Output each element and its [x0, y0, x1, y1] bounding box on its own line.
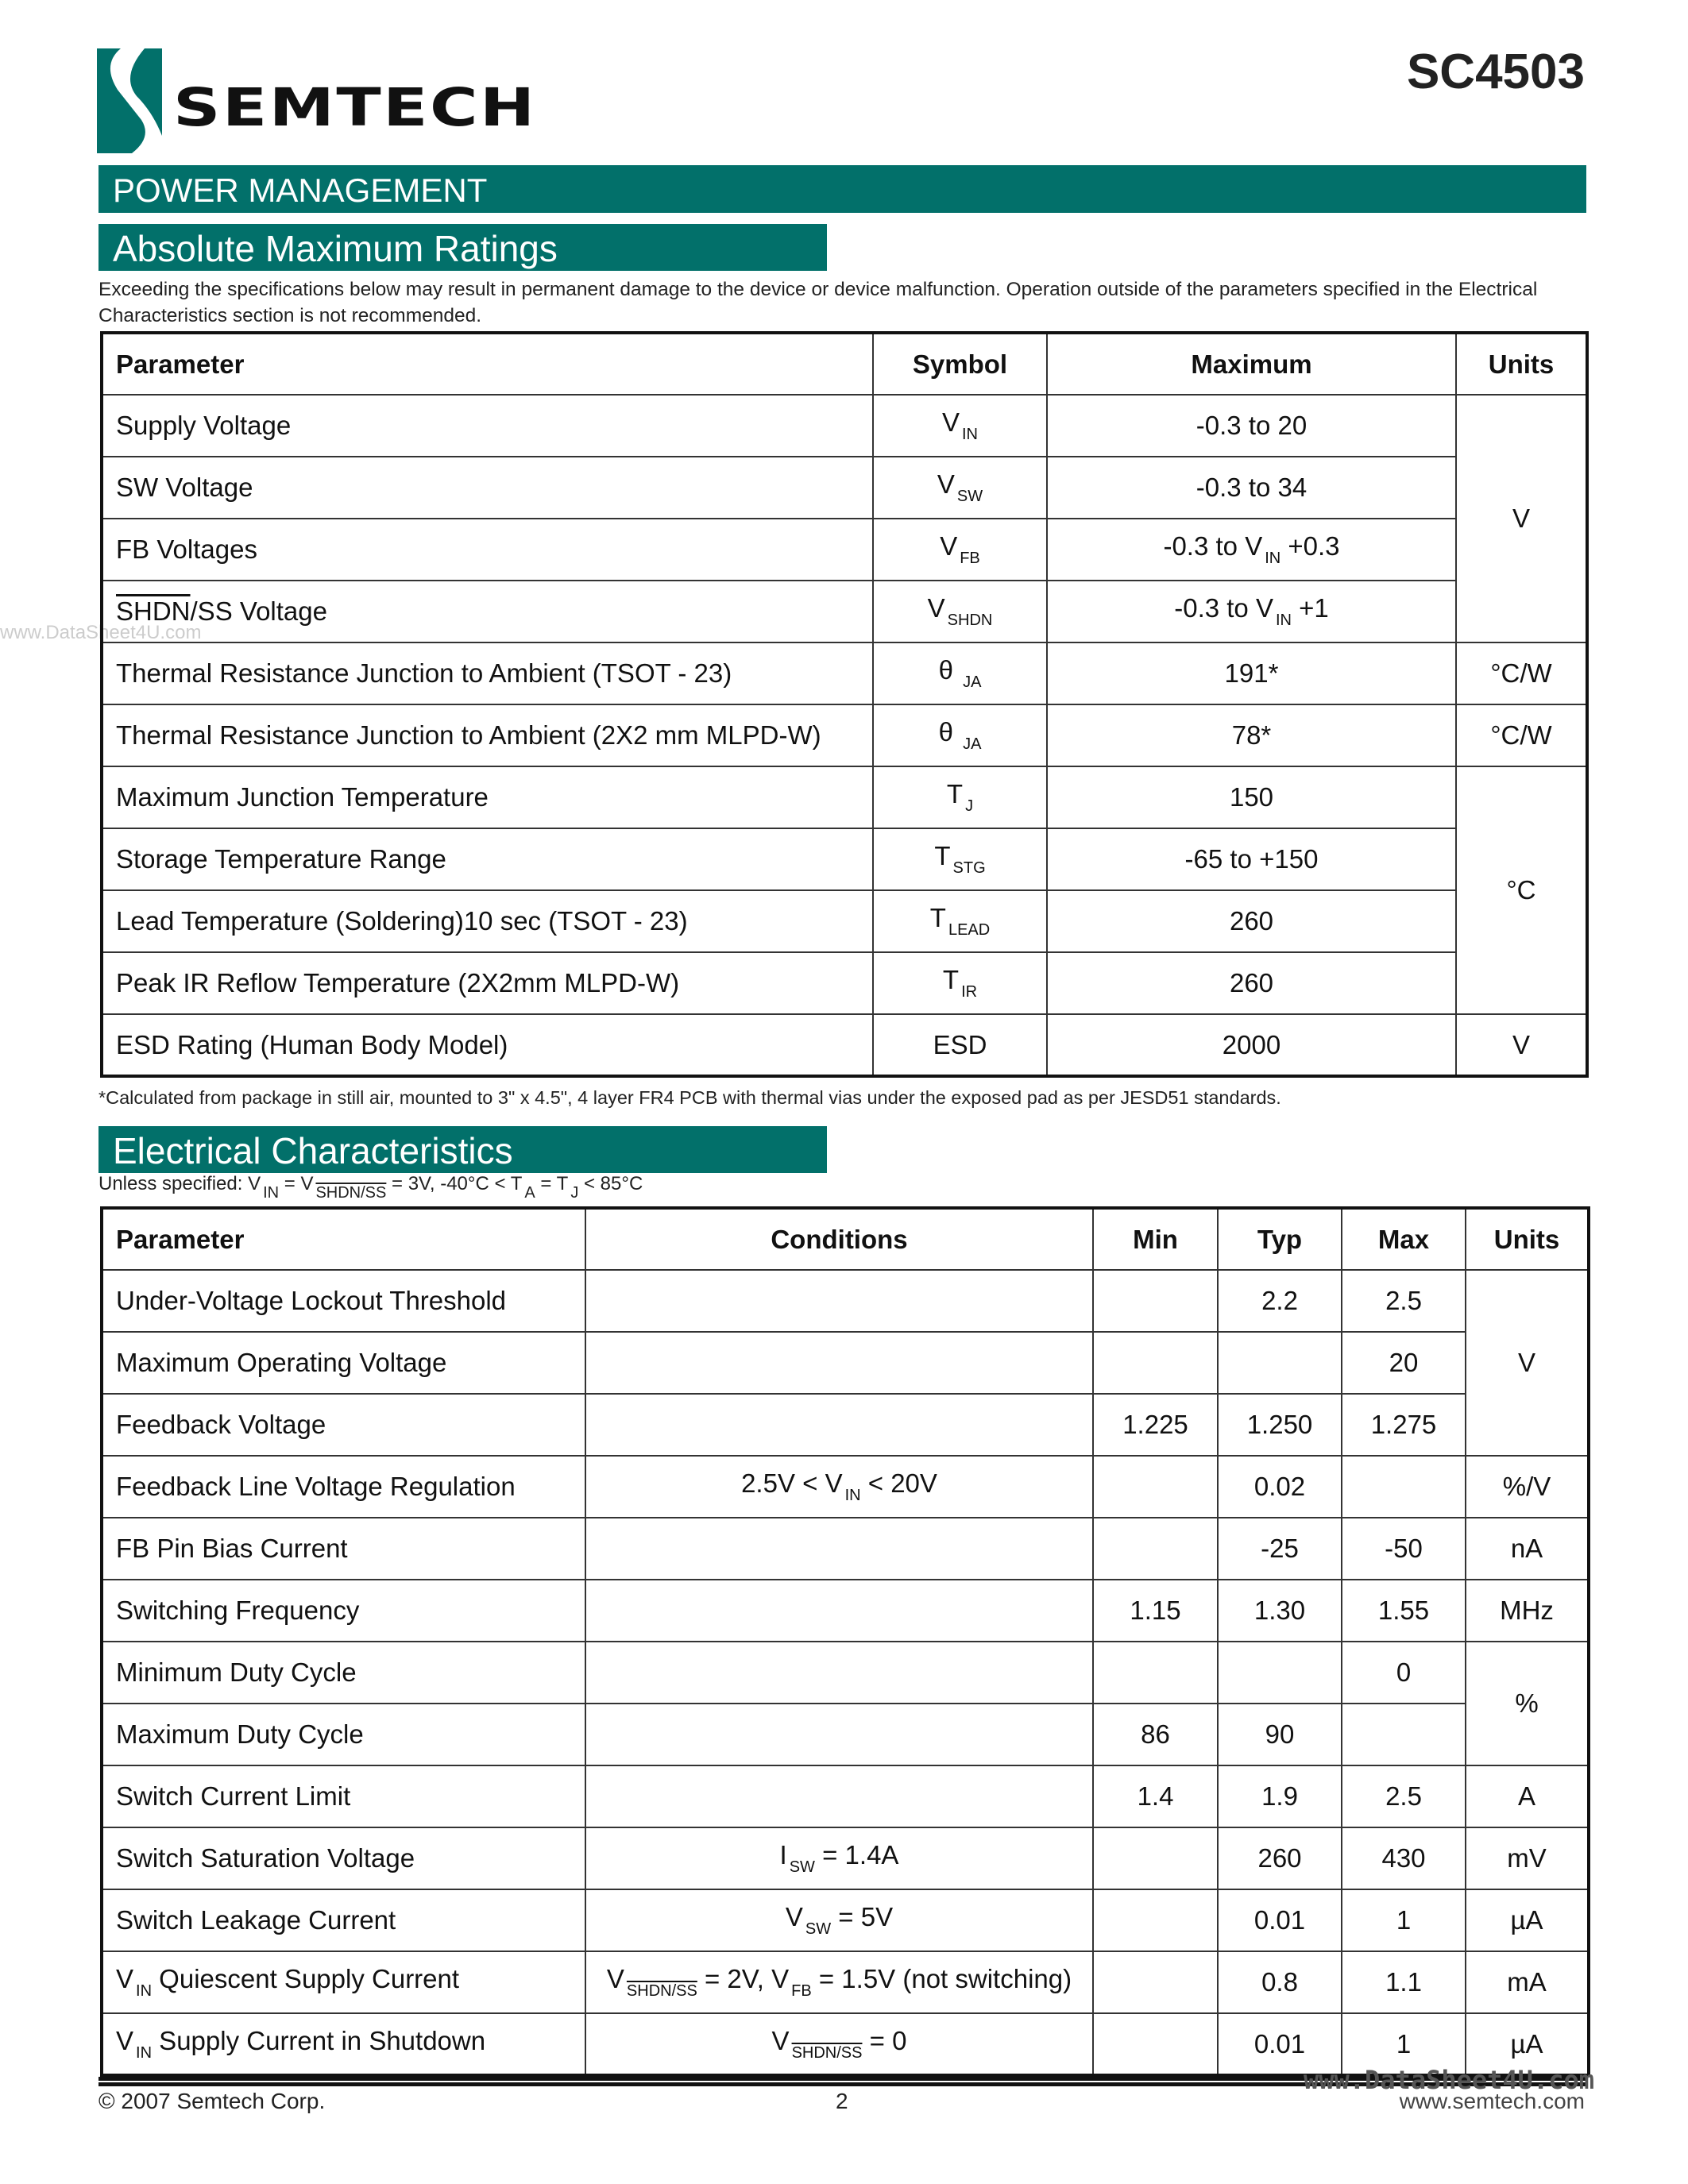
col-maximum: Maximum	[1047, 333, 1456, 395]
subscript: J	[965, 797, 974, 815]
text: θ	[938, 655, 961, 685]
typ-cell: 0.02	[1218, 1456, 1342, 1518]
min-cell	[1093, 1642, 1218, 1704]
text: V	[116, 2025, 134, 2055]
text: -0.3 to V	[1163, 531, 1263, 561]
min-cell	[1093, 1827, 1218, 1889]
text: T	[929, 903, 946, 932]
conditions-cell	[585, 1642, 1093, 1704]
symbol-cell	[873, 952, 1047, 1014]
symbol-cell	[873, 1014, 1047, 1076]
text: 78*	[1231, 720, 1272, 750]
text: V	[785, 1902, 803, 1931]
text: V	[940, 531, 958, 561]
text: Peak IR Reflow Temperature (2X2mm MLPD-W)	[116, 968, 680, 997]
parameter-cell	[102, 1951, 585, 2013]
table-header-row	[102, 333, 1587, 395]
subscript: J	[570, 1184, 579, 1202]
semtech-s-logo-icon	[97, 48, 162, 153]
units-cell: µA	[1466, 2013, 1589, 2075]
text: = 5V	[831, 1902, 894, 1931]
units-cell: A	[1466, 1765, 1589, 1827]
text: 2000	[1222, 1029, 1281, 1059]
absolute-max-ratings-table	[100, 331, 1589, 1078]
text: Unless specified: V	[98, 1173, 261, 1194]
table-row	[102, 766, 1587, 828]
maximum-cell	[1047, 704, 1456, 766]
table-row	[102, 519, 1587, 581]
text: Switch Leakage Current	[116, 1905, 396, 1935]
col-typ: Typ	[1218, 1208, 1342, 1270]
parameter-cell	[102, 1827, 585, 1889]
text: I	[779, 1840, 787, 1870]
text: Switch Current Limit	[116, 1781, 351, 1811]
maximum-cell	[1047, 395, 1456, 457]
text: T	[946, 779, 964, 808]
table-row	[102, 1456, 1589, 1518]
max-cell: -50	[1342, 1518, 1466, 1580]
text: -0.3 to 20	[1196, 411, 1308, 440]
symbol-cell	[873, 828, 1047, 890]
symbol-cell	[873, 766, 1047, 828]
units-cell: °C	[1456, 766, 1587, 1014]
text: = 1.5V (not switching)	[811, 1964, 1072, 1993]
units-cell: V	[1466, 1270, 1589, 1456]
text: SW Voltage	[116, 473, 253, 502]
text: < 85°C	[578, 1173, 643, 1194]
maximum-cell	[1047, 828, 1456, 890]
subscript: SHDN/SS	[315, 1184, 387, 1202]
text: Thermal Resistance Junction to Ambient (TSOT - 23)	[116, 658, 732, 688]
parameter-cell	[102, 519, 873, 581]
max-cell: 1.275	[1342, 1394, 1466, 1456]
parameter-cell	[102, 1014, 873, 1076]
text: T	[934, 841, 951, 870]
footnote: *Calculated from package in still air, mounted to 3" x 4.5", 4 layer FR4 PCB with thermal vias under the exposed pad as per JESD51 standards.	[98, 1087, 1281, 1108]
text: V	[116, 1964, 134, 1993]
subscript: IN	[136, 2043, 153, 2062]
text: 2.5V < V	[741, 1468, 843, 1498]
subscript: IN	[1265, 550, 1281, 567]
logo-wordmark: SEMTECH	[173, 77, 537, 138]
min-cell	[1093, 1518, 1218, 1580]
section-title-absolute-max: Absolute Maximum Ratings	[98, 224, 827, 271]
symbol-cell	[873, 642, 1047, 704]
text: Maximum Duty Cycle	[116, 1719, 364, 1749]
conditions-note	[98, 1173, 643, 1202]
maximum-cell	[1047, 457, 1456, 519]
table-row	[102, 1332, 1589, 1394]
section-title-electrical: Electrical Characteristics	[98, 1126, 827, 1173]
conditions-cell	[585, 1394, 1093, 1456]
watermark-left: www.DataSheet4U.com	[0, 622, 202, 643]
text: V	[606, 1964, 624, 1993]
text: = V	[279, 1173, 314, 1194]
subscript: IN	[263, 1184, 280, 1202]
table-row	[102, 1765, 1589, 1827]
symbol-cell	[873, 581, 1047, 642]
max-cell	[1342, 1456, 1466, 1518]
parameter-cell	[102, 828, 873, 890]
text: = 1.4A	[814, 1840, 899, 1870]
text: Supply Current in Shutdown	[152, 2025, 486, 2055]
subscript: IR	[961, 983, 978, 1001]
max-cell: 20	[1342, 1332, 1466, 1394]
text: 150	[1229, 782, 1274, 812]
text: Lead Temperature (Soldering)10 sec (TSOT - 23)	[116, 906, 688, 936]
subscript: SHDN	[947, 612, 993, 629]
symbol-cell	[873, 890, 1047, 952]
units-cell: V	[1456, 395, 1587, 642]
typ-cell: 260	[1218, 1827, 1342, 1889]
min-cell	[1093, 1951, 1218, 2013]
subscript: SW	[789, 1858, 815, 1876]
text: Minimum Duty Cycle	[116, 1657, 357, 1687]
parameter-cell	[102, 704, 873, 766]
min-cell	[1093, 1889, 1218, 1951]
text: Maximum Junction Temperature	[116, 782, 489, 812]
maximum-cell	[1047, 581, 1456, 642]
table-row	[102, 1270, 1589, 1332]
text: Switch Saturation Voltage	[116, 1843, 415, 1873]
min-cell: 1.225	[1093, 1394, 1218, 1456]
text: = 2V, V	[697, 1964, 790, 1993]
parameter-cell	[102, 1642, 585, 1704]
parameter-cell	[102, 1704, 585, 1765]
text: < 20V	[860, 1468, 937, 1498]
symbol-cell	[873, 704, 1047, 766]
text: = 0	[862, 2025, 907, 2055]
typ-cell: 0.01	[1218, 2013, 1342, 2075]
table-row	[102, 1014, 1587, 1076]
max-cell: 1.55	[1342, 1580, 1466, 1642]
table-row	[102, 1827, 1589, 1889]
max-cell: 2.5	[1342, 1270, 1466, 1332]
parameter-cell	[102, 1580, 585, 1642]
min-cell: 86	[1093, 1704, 1218, 1765]
part-number: SC4503	[1406, 44, 1585, 99]
parameter-cell	[102, 1518, 585, 1580]
text: -65 to +150	[1184, 844, 1319, 874]
subscript: IN	[1275, 612, 1292, 629]
table-row	[102, 704, 1587, 766]
parameter-cell	[102, 890, 873, 952]
text: T	[942, 965, 960, 994]
subscript: A	[524, 1184, 535, 1202]
max-cell: 2.5	[1342, 1765, 1466, 1827]
table-row	[102, 1580, 1589, 1642]
parameter-cell	[102, 1765, 585, 1827]
parameter-cell	[102, 1270, 585, 1332]
min-cell	[1093, 2013, 1218, 2075]
subscript: IN	[136, 1982, 153, 2000]
text: FB Voltages	[116, 534, 257, 564]
typ-cell: -25	[1218, 1518, 1342, 1580]
col-max: Max	[1342, 1208, 1466, 1270]
conditions-cell	[585, 1270, 1093, 1332]
text: = T	[535, 1173, 569, 1194]
subscript: SW	[956, 488, 983, 505]
symbol-cell	[873, 519, 1047, 581]
text: Feedback Voltage	[116, 1410, 326, 1439]
typ-cell: 1.30	[1218, 1580, 1342, 1642]
parameter-cell	[102, 952, 873, 1014]
symbol-cell	[873, 457, 1047, 519]
semtech-logo	[97, 48, 589, 153]
typ-cell: 2.2	[1218, 1270, 1342, 1332]
min-cell	[1093, 1456, 1218, 1518]
text: Supply Voltage	[116, 411, 292, 440]
col-min: Min	[1093, 1208, 1218, 1270]
text: 260	[1229, 968, 1274, 997]
text: 260	[1229, 906, 1274, 936]
typ-cell: 1.250	[1218, 1394, 1342, 1456]
text: /SS Voltage	[190, 596, 327, 626]
maximum-cell	[1047, 766, 1456, 828]
units-cell: V	[1456, 1014, 1587, 1076]
text: Under-Voltage Lockout Threshold	[116, 1286, 507, 1315]
max-cell: 0	[1342, 1642, 1466, 1704]
parameter-cell	[102, 642, 873, 704]
table-row	[102, 395, 1587, 457]
text: ESD Rating (Human Body Model)	[116, 1029, 508, 1059]
text: +0.3	[1280, 531, 1340, 561]
subscript: IN	[962, 426, 978, 443]
parameter-cell	[102, 395, 873, 457]
conditions-cell	[585, 1332, 1093, 1394]
table-row	[102, 890, 1587, 952]
min-cell: 1.4	[1093, 1765, 1218, 1827]
col-units: Units	[1456, 333, 1587, 395]
typ-cell	[1218, 1642, 1342, 1704]
table-row	[102, 581, 1587, 642]
units-cell: nA	[1466, 1518, 1589, 1580]
conditions-cell	[585, 2013, 1093, 2075]
text: V	[927, 593, 945, 623]
units-cell: %	[1466, 1642, 1589, 1765]
text: Switching Frequency	[116, 1596, 360, 1625]
category-banner: POWER MANAGEMENT	[98, 165, 1586, 213]
maximum-cell	[1047, 890, 1456, 952]
subscript: SHDN/SS	[791, 2043, 863, 2062]
table-row	[102, 1704, 1589, 1765]
intro-text: Exceeding the specifications below may result in permanent damage to the device or device malfunction. Operation outside of the parameters specified in the Electrical Characteristics section is not recommended.	[98, 279, 1538, 326]
col-parameter: Parameter	[102, 1208, 585, 1270]
col-units: Units	[1466, 1208, 1589, 1270]
max-cell: 1	[1342, 2013, 1466, 2075]
watermark: www.DataSheet4U.com	[1303, 2065, 1594, 2095]
subscript: LEAD	[948, 921, 991, 939]
parameter-cell	[102, 766, 873, 828]
table-row	[102, 828, 1587, 890]
conditions-cell	[585, 1704, 1093, 1765]
subscript: STG	[952, 859, 986, 877]
conditions-cell	[585, 1456, 1093, 1518]
parameter-cell	[102, 2013, 585, 2075]
typ-cell: 90	[1218, 1704, 1342, 1765]
parameter-cell	[102, 1889, 585, 1951]
text: ESD	[933, 1029, 987, 1059]
subscript: FB	[960, 550, 980, 567]
min-cell	[1093, 1332, 1218, 1394]
text: θ	[938, 717, 961, 747]
maximum-cell	[1047, 1014, 1456, 1076]
subscript: SHDN/SS	[626, 1982, 697, 2000]
copyright: © 2007 Semtech Corp.	[98, 2089, 326, 2113]
conditions-cell	[585, 1580, 1093, 1642]
text: V	[937, 469, 955, 499]
table-row	[102, 642, 1587, 704]
min-cell	[1093, 1270, 1218, 1332]
text: = 3V, -40°C < T	[386, 1173, 523, 1194]
col-conditions: Conditions	[585, 1208, 1093, 1270]
parameter-cell	[102, 581, 873, 642]
col-symbol: Symbol	[873, 333, 1047, 395]
min-cell: 1.15	[1093, 1580, 1218, 1642]
max-cell: 1.1	[1342, 1951, 1466, 2013]
units-cell: %/V	[1466, 1456, 1589, 1518]
table-header-row	[102, 1208, 1589, 1270]
maximum-cell	[1047, 642, 1456, 704]
page-number: 2	[836, 2089, 848, 2113]
subscript: FB	[791, 1982, 812, 2000]
parameter-cell	[102, 1394, 585, 1456]
max-cell: 1	[1342, 1889, 1466, 1951]
typ-cell	[1218, 1332, 1342, 1394]
text: V	[771, 2025, 790, 2055]
symbol-cell	[873, 395, 1047, 457]
units-cell: MHz	[1466, 1580, 1589, 1642]
maximum-cell	[1047, 519, 1456, 581]
units-cell: °C/W	[1456, 642, 1587, 704]
table-row	[102, 457, 1587, 519]
conditions-cell	[585, 1518, 1093, 1580]
text: +1	[1291, 593, 1329, 623]
typ-cell: 0.01	[1218, 1889, 1342, 1951]
units-cell: mV	[1466, 1827, 1589, 1889]
subscript: JA	[963, 735, 982, 753]
typ-cell: 0.8	[1218, 1951, 1342, 2013]
maximum-cell	[1047, 952, 1456, 1014]
parameter-cell	[102, 1456, 585, 1518]
conditions-cell	[585, 1951, 1093, 2013]
max-cell: 430	[1342, 1827, 1466, 1889]
text: Storage Temperature Range	[116, 844, 446, 874]
table-row	[102, 1642, 1589, 1704]
text: V	[941, 407, 960, 437]
table-row	[102, 952, 1587, 1014]
conditions-cell	[585, 1827, 1093, 1889]
electrical-characteristics-table	[100, 1206, 1590, 2077]
conditions-cell	[585, 1765, 1093, 1827]
max-cell	[1342, 1704, 1466, 1765]
text: Feedback Line Voltage Regulation	[116, 1472, 516, 1501]
parameter-cell	[102, 1332, 585, 1394]
text: 191*	[1224, 658, 1279, 688]
text: FB Pin Bias Current	[116, 1534, 348, 1563]
col-parameter: Parameter	[102, 333, 873, 395]
subscript: SW	[805, 1920, 832, 1938]
units-cell: µA	[1466, 1889, 1589, 1951]
parameter-cell	[102, 457, 873, 519]
text: Thermal Resistance Junction to Ambient (2X2 mm MLPD-W)	[116, 720, 821, 750]
text: Quiescent Supply Current	[152, 1964, 460, 1993]
website-link[interactable]: www.semtech.com	[1399, 2089, 1585, 2113]
table-row	[102, 1951, 1589, 2013]
text: -0.3 to 34	[1196, 473, 1308, 502]
units-cell: mA	[1466, 1951, 1589, 2013]
table-row	[102, 1394, 1589, 1456]
conditions-cell	[585, 1889, 1093, 1951]
subscript: JA	[963, 673, 982, 691]
table-row	[102, 1518, 1589, 1580]
text: Maximum Operating Voltage	[116, 1348, 447, 1377]
text: -0.3 to V	[1174, 593, 1273, 623]
subscript: IN	[844, 1487, 861, 1504]
table-row	[102, 1889, 1589, 1951]
units-cell: °C/W	[1456, 704, 1587, 766]
typ-cell: 1.9	[1218, 1765, 1342, 1827]
text: SHDN	[116, 596, 191, 626]
